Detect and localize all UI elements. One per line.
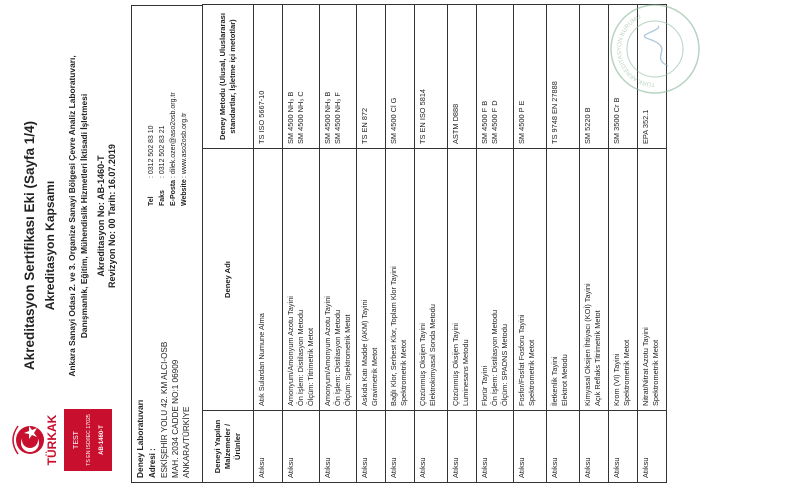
test-name-line: Ölçüm: Spektrometrik Metot [343,314,352,406]
test-method-line: SM 4500 NH₃ B [323,91,332,144]
test-method-cell [415,5,448,149]
test-method-line: TS EN 872 [360,107,369,144]
test-method-cell [357,5,386,149]
test-name-line: Açık Reflaks Titrimetrik Metot [593,310,602,406]
test-method-cell [386,5,415,149]
test-method-line: EPA 352.1 [641,109,650,144]
phone-key: Tel [148,196,155,206]
test-name-line: Ön İşlem: Distilasyon Metodu [490,309,499,406]
test-name-line: Nitrat/Nitrat Azotu Tayini [641,327,650,406]
test-name-line: Ölçüm: SPADNS Metodu [500,323,509,406]
material-cell: Atıksu [283,411,320,483]
address-label: Adresi : [148,448,157,478]
test-method-cell [514,5,547,149]
material-cell: Atıksu [477,411,514,483]
revision-info: Revizyon No: 00 Tarih: 16.07.2019 [107,144,117,288]
test-name-line: Spektrometrik Metot [399,339,408,406]
laboratory-info-box [131,5,202,483]
test-name-cell [254,149,283,411]
material-cell: Atıksu [547,411,580,483]
logo-code: AB-1460-T [99,425,105,455]
test-name-line: Atık Sulardan Numune Alma [257,313,266,406]
test-name-cell [320,149,357,411]
test-method-cell [477,5,514,149]
email-key: E-Posta [170,179,177,206]
table-row [580,5,609,483]
material-cell: Atıksu [638,411,667,483]
material-cell: Atıksu [580,411,609,483]
test-name-cell [386,149,415,411]
test-name-line: Ölçüm: Titrimetrik Metot [306,327,315,406]
test-method-line: ASTM D888 [451,103,460,144]
test-name-line: Luminesans Metodu [461,339,470,406]
accreditation-seal [608,2,702,96]
material-cell: Atıksu [609,411,638,483]
material-cell: Atıksu [357,411,386,483]
logo-brand: TÜRKAK [45,414,59,466]
test-name-line: Elektrot Metodu [560,354,569,406]
test-name-line: Spektrometrik Metot [527,339,536,406]
test-method-line: SM 5220 B [583,107,592,144]
website-value: : www.aso2osb.org.tr [181,112,188,178]
test-name-line: Çözünmüş Oksijen Tayini [418,323,427,406]
test-name-cell [283,149,320,411]
lab-title: Deney Laboratuvarı [135,399,145,478]
turkak-logo-mark [13,426,44,454]
table-row [415,5,448,483]
material-cell: Atıksu [514,411,547,483]
phone-value: : 0312 502 83 10 [148,125,155,178]
test-name-line: Askıda Katı Madde (AKM) Tayini [360,299,369,406]
test-name-cell [477,149,514,411]
test-name-cell [547,149,580,411]
test-name-line: Ön İşlem: Distilasyon Metodu [333,309,342,406]
fax-value: : 0312 502 83 21 [159,125,166,178]
test-method-cell [580,5,609,149]
test-name-line: Ön İşlem: Distilasyon Metodu [296,309,305,406]
test-name-line: Kimyasal Oksijen İhtiyacı (KOİ) Tayini [583,283,592,406]
turkak-logo [10,403,122,477]
test-method-line: SM 4500 NH₃ C [296,91,305,144]
contact-info [146,92,190,206]
material-cell: Atıksu [320,411,357,483]
organization-line-2: Danışmanlık, Eğitim, Mühendislik Hizmetleri İktisadi İşletmesi [79,93,89,339]
fax-row [157,92,168,206]
signature-icon [644,26,668,66]
address-line: ANKARA/TÜRKİYE [182,406,191,478]
test-method-line: TS EN ISO 5814 [418,88,427,144]
email-value: : dilek.ozer@aso2osb.org.tr [170,92,177,178]
material-cell: Atıksu [415,411,448,483]
test-method-line: SM 3500 Cr B [612,97,621,144]
address [159,342,192,478]
test-method-line: SM 4500 Cl G [389,97,398,144]
table-body [254,5,667,483]
table-row [254,5,283,483]
test-method-line: SM 4500 NH₃ F [333,92,342,144]
table-row [283,5,320,483]
table-row [477,5,514,483]
test-name-line: İletkenlik Tayini [550,356,559,406]
logo-label: TEST [73,431,80,449]
document-subtitle: Akreditasyon Kapsamı [43,180,57,311]
address-line: MAH. 2034 CADDE NO:1 06909 [171,359,180,478]
seal-text-path: TÜRK AKREDİTASYON KURUMU [616,14,656,88]
test-name-cell [514,149,547,411]
table-header-row [203,5,254,483]
scope-table [202,4,667,483]
test-method-line: SM 4500 F B [480,100,489,144]
phone-row [146,92,157,206]
organization-line-1: Ankara Sanayi Odası 2. ve 3. Organize Sanayi Bölgesi Çevre Analiz Laboratuvarı, [67,55,77,377]
website-key: Website [181,179,188,206]
test-method-line: SM 4500 P E [517,100,526,144]
test-name-line: Krom (VI) Tayini [612,353,621,406]
test-name-cell [638,149,667,411]
test-method-line: TS ISO 5667-10 [257,90,266,144]
website-row [179,92,190,206]
test-name-line: Spektrometrik Metot [651,339,660,406]
test-name-line: Spektrometrik Metot [622,339,631,406]
test-name-line: Çözünmüş Oksijen Tayini [451,323,460,406]
test-method-line: TS 9748 EN 27888 [550,81,559,144]
table-row [386,5,415,483]
test-name-cell [448,149,477,411]
test-name-cell [609,149,638,411]
test-method-cell [320,5,357,149]
fax-key: Faks [159,190,166,206]
table-row [448,5,477,483]
table-row [357,5,386,483]
logo-standard: TS EN ISO/IEC 17025 [86,414,92,466]
test-name-line: Amonyum/Amonyum Azotu Tayini [286,296,295,406]
header-test-name: Deney Adı [203,149,254,411]
header-test-method: Deney Metodu (Ulusal, Uluslararası standartlar, İşletme içi metotlar) [203,5,254,149]
test-name-line: Bağlı Klor, Serbest Klor, Toplam Klor Tayini [389,266,398,406]
test-name-line: Gravimetrik Metot [370,347,379,406]
test-name-line: Fosfor/Fosfat Fosforu Tayini [517,314,526,406]
material-cell: Atıksu [254,411,283,483]
email-row [168,92,179,206]
test-method-cell [547,5,580,149]
test-name-cell [415,149,448,411]
table-row [547,5,580,483]
test-name-line: Elektrokimyasal Sonda Metodu [428,304,437,406]
test-name-line: Amonyum/Amonyum Azotu Tayini [323,296,332,406]
test-method-line: SM 4500 F D [490,100,499,144]
organization-name [66,51,90,381]
document-title: Akreditasyon Sertifikası Eki (Sayfa 1/4) [22,120,37,371]
address-line: ESKİŞEHİR YOLU 42. KM ALCI-OSB [160,341,169,478]
table-row [320,5,357,483]
test-method-cell [283,5,320,149]
test-name-line: Florür Tayini [480,365,489,406]
table-row [514,5,547,483]
material-cell: Atıksu [386,411,415,483]
test-name-cell [357,149,386,411]
test-method-cell [254,5,283,149]
material-cell: Atıksu [448,411,477,483]
test-method-line: SM 4500 NH₃ B [286,91,295,144]
test-method-cell [448,5,477,149]
accreditation-number: Akreditasyon No: AB-1460-T [96,155,106,277]
test-name-cell [580,149,609,411]
header-material: Deneyi Yapılan Malzemeler / Ürünler [203,411,254,483]
